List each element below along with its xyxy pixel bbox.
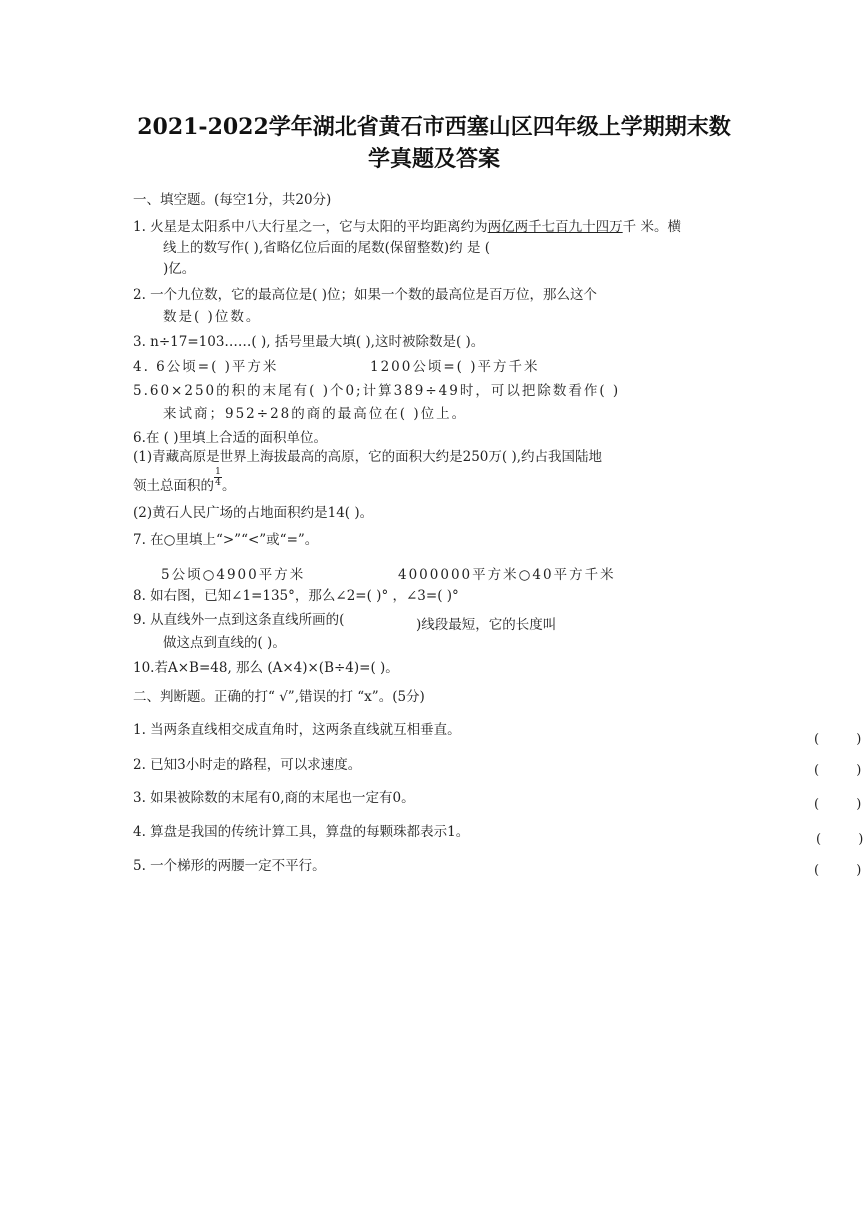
judgment-item-5: 5. 一个梯形的两腰一定不平行。 xyxy=(133,858,326,874)
question-10: 10.若A×B=48, 那么 (A×4)×(B÷4)=( )。 xyxy=(133,660,399,676)
question-5-line-1: 5.60×250的积的末尾有( )个0;计算389÷49时，可以把除数看作( ) xyxy=(133,383,621,399)
question-1-underlined-number: 两亿两千七百九十四万 xyxy=(487,219,623,235)
page-title-line-1: 2021-2022学年湖北省黄石市西塞山区四年级上学期期末数 xyxy=(137,114,731,140)
question-4-part-b: 1200公顷=( )平方千米 xyxy=(370,359,540,375)
judgment-item-4: 4. 算盘是我国的传统计算工具，算盘的每颗珠都表示1。 xyxy=(133,824,470,840)
question-7-part-b: 4000000平方米○40平方千米 xyxy=(398,567,616,583)
fraction-denominator: 4 xyxy=(215,478,221,488)
question-7-line-1: 7. 在○里填上“>”“<”或“=”。 xyxy=(133,532,319,548)
question-1-line-1 xyxy=(133,218,681,236)
question-1-line-2: 线上的数写作( ),省略亿位后面的尾数(保留整数)约 是 ( xyxy=(163,240,490,256)
question-9-line-1a: 9. 从直线外一点到这条直线所画的( xyxy=(133,612,345,628)
question-1-line-3: )亿。 xyxy=(163,261,196,277)
answer-bracket-1: ( ) xyxy=(814,732,862,747)
answer-bracket-3: ( ) xyxy=(814,797,862,812)
judgment-item-3: 3. 如果被除数的末尾有0,商的末尾也一定有0。 xyxy=(133,790,415,806)
question-6-period: 。 xyxy=(222,478,236,494)
question-8: 8. 如右图，已知∠1=135°，那么∠2=( )° ，∠3=( )° xyxy=(133,588,459,604)
question-9-line-2: 做这点到直线的( )。 xyxy=(163,635,286,651)
page-title-line-2: 学真题及答案 xyxy=(367,146,500,172)
fraction-numerator: 1 xyxy=(215,467,221,477)
question-1-text: 1. 火星是太阳系中八大行星之一，它与太阳的平均距离约为 xyxy=(133,219,488,235)
question-9-line-1b: )线段最短，它的长度叫 xyxy=(416,617,557,633)
question-6-part-1-cont: 领土总面积的 xyxy=(133,478,214,494)
question-2-line-2: 数是( )位数。 xyxy=(163,309,262,325)
question-6-part-1: (1)青藏高原是世界上海拔最高的高原，它的面积大约是250万( ),约占我国陆地 xyxy=(133,449,603,465)
question-6-part-2: (2)黄石人民广场的占地面积约是14( )。 xyxy=(133,505,374,521)
judgment-item-2: 2. 已知3小时走的路程，可以求速度。 xyxy=(133,757,362,773)
question-7-part-a: 5公顷○4900平方米 xyxy=(161,567,306,583)
section-2-heading: 二、判断题。正确的打“ √”,错误的打 “x”。(5分) xyxy=(133,689,425,705)
answer-bracket-4: ( ) xyxy=(816,832,864,847)
answer-bracket-2: ( ) xyxy=(814,763,862,778)
question-4-part-a: 4. 6公顷=( )平方米 xyxy=(133,359,279,375)
answer-bracket-5: ( ) xyxy=(814,863,862,878)
judgment-item-1: 1. 当两条直线相交成直角时，这两条直线就互相垂直。 xyxy=(133,722,461,738)
question-5-line-2: 来试商；952÷28的商的最高位在( )位上。 xyxy=(163,406,468,422)
question-2-line-1: 2. 一个九位数，它的最高位是( )位；如果一个数的最高位是百万位，那么这个 xyxy=(133,287,597,303)
question-6-line-1: 6.在 ( )里填上合适的面积单位。 xyxy=(133,430,327,446)
question-1-unit: 千 米。横 xyxy=(622,219,681,235)
question-3: 3. n÷17=103……( ), 括号里最大填( ),这时被除数是( )。 xyxy=(133,334,485,350)
section-1-heading: 一、填空题。(每空1分，共20分) xyxy=(133,192,332,208)
